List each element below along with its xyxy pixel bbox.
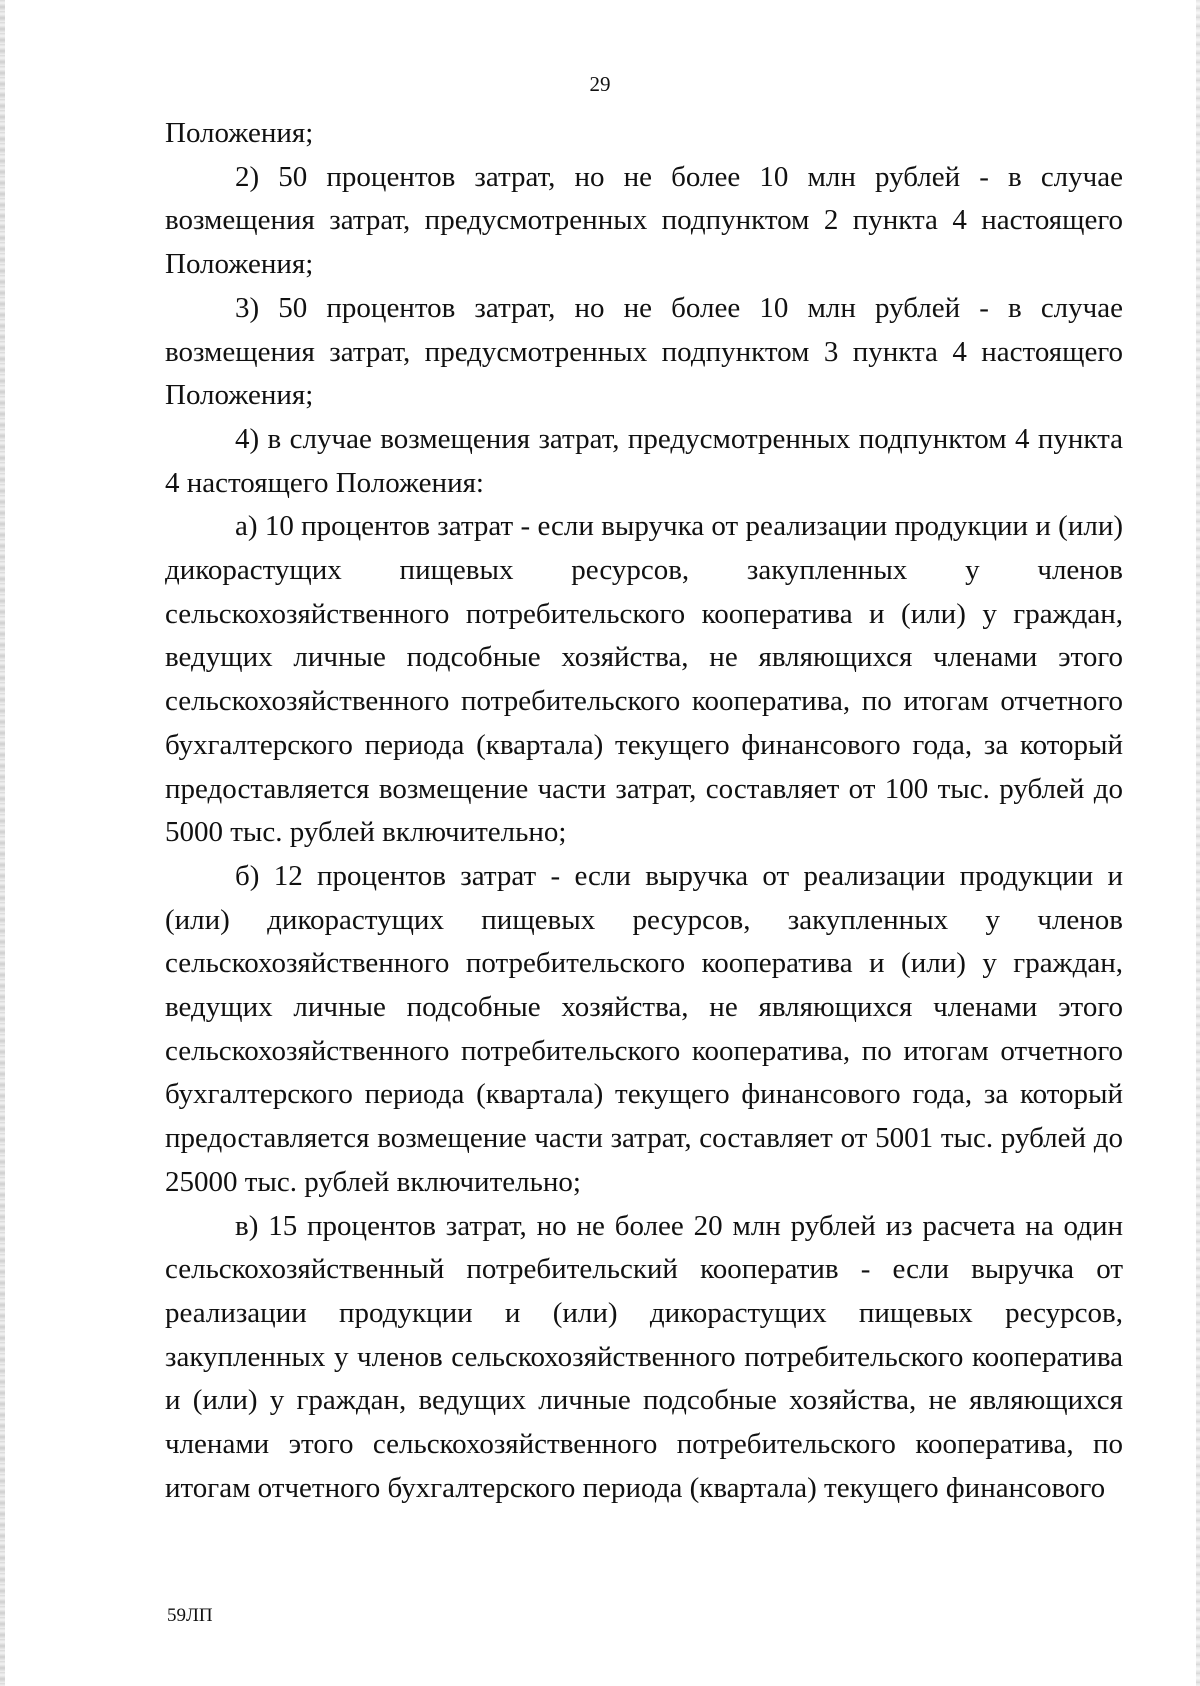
footer-document-code: 59ЛП [167,1605,213,1626]
scan-edge-left [0,0,5,1686]
document-body [165,112,1123,1511]
paragraph-subitem-a: а) 10 процентов затрат - если выручка от реализации продукции и (или) дикорастущих пищевых ресурсов, закупленных у членов сельскохозяйственного потребительского кооператива и (или) у граждан, ведущих личные подсобные хозяйства, не являющихся членами этого сельскохозяйственного потребительского кооператива, по итогам отчетного бухгалтерского периода (квартала) текущего финансового года, за который предоставляется возмещение части затрат, составляет от 100 тыс. рублей до 5000 тыс. рублей включительно; [165,510,1123,849]
paragraph-subitem-v: в) 15 процентов затрат, но не более 20 млн рублей из расчета на один сельскохозяйственный потребительский кооператив - если выручка от реализации продукции и (или) дикорастущих пищевых ресурсов, закупленных у членов сельскохозяйственного потребительского кооператива и (или) у граждан, ведущих личные подсобные хозяйства, не являющихся членами этого сельскохозяйственного потребительского кооператива, по итогам отчетного бухгалтерского периода (квартала) текущего финансового [165,1209,1123,1504]
paragraph-continuation: Положения; [165,117,314,149]
paragraph-item-2: 2) 50 процентов затрат, но не более 10 млн рублей - в случае возмещения затрат, предусмотренных подпунктом 2 пункта 4 настоящего Положения; [165,160,1123,281]
paragraph-item-3: 3) 50 процентов затрат, но не более 10 млн рублей - в случае возмещения затрат, предусмотренных подпунктом 3 пункта 4 настоящего Положения; [165,291,1123,412]
paragraph-item-4: 4) в случае возмещения затрат, предусмотренных подпунктом 4 пункта 4 настоящего Положения: [165,422,1123,499]
scan-edge-right [1196,0,1200,1686]
paragraph-subitem-b: б) 12 процентов затрат - если выручка от реализации продукции и (или) дикорастущих пищевых ресурсов, закупленных у членов сельскохозяйственного потребительского кооператива и (или) у граждан, ведущих личные подсобные хозяйства, не являющихся членами этого сельскохозяйственного потребительского кооператива, по итогам отчетного бухгалтерского периода (квартала) текущего финансового года, за который предоставляется возмещение части затрат, составляет от 5001 тыс. рублей до 25000 тыс. рублей включительно; [165,859,1123,1198]
page-number: 29 [589,72,611,96]
